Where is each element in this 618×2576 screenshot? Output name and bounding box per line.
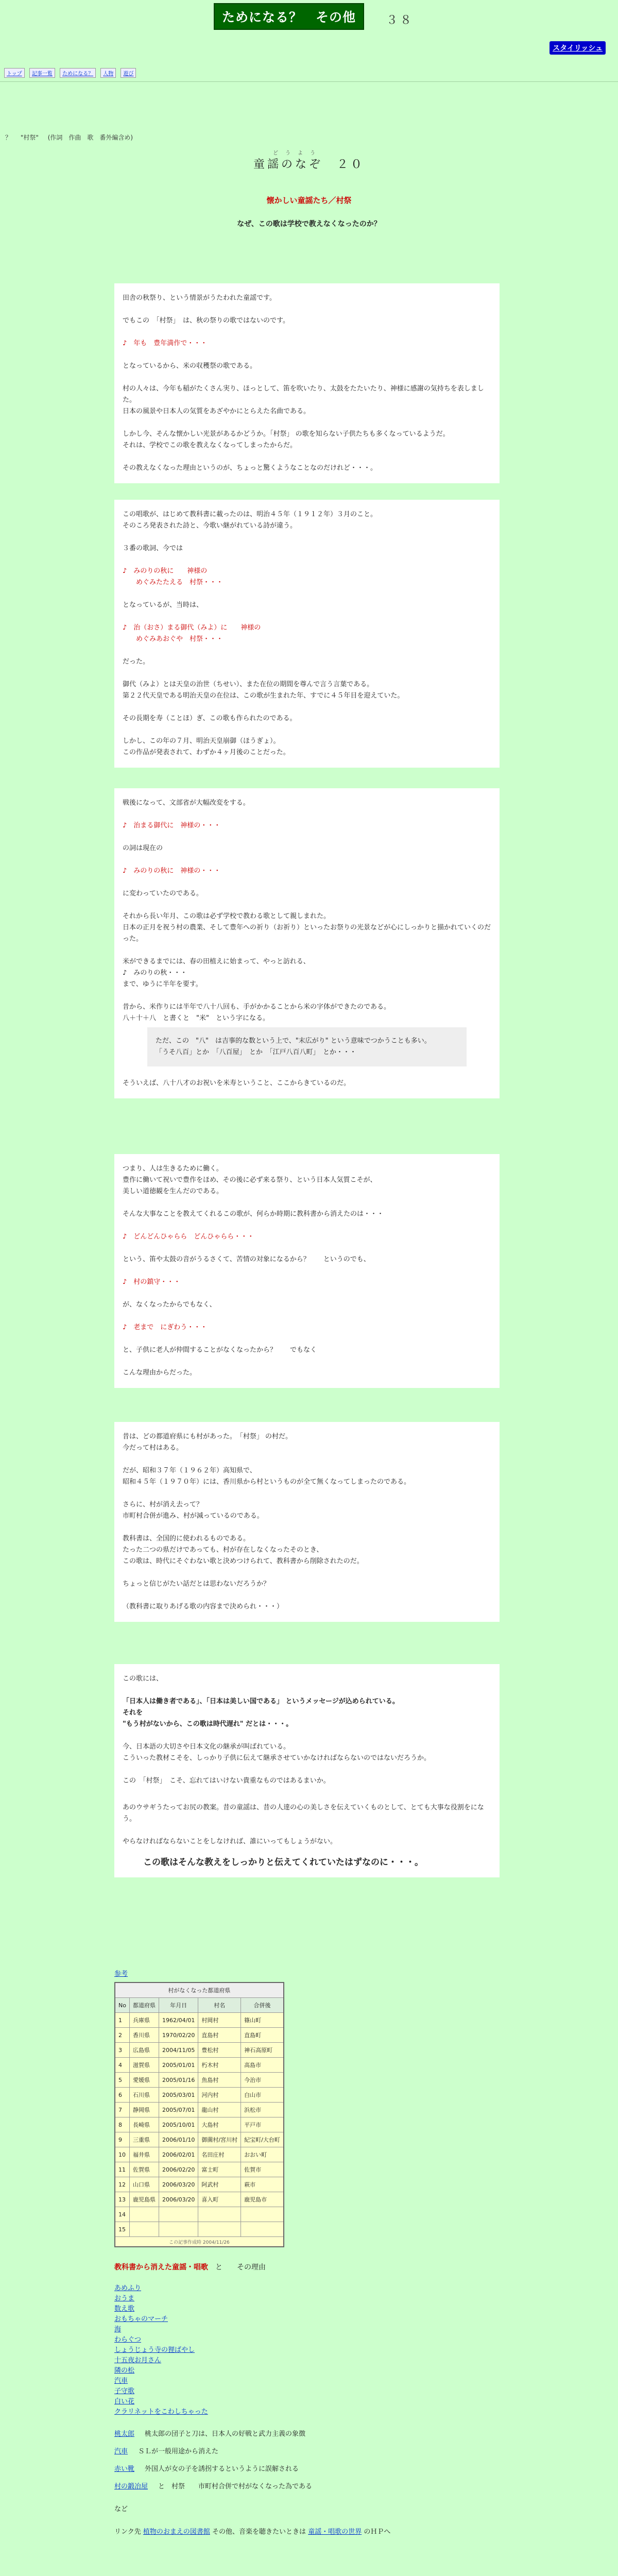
table-cell: 神石高原町 bbox=[241, 2043, 284, 2058]
page-title: 童謡のなぞ ２０ bbox=[253, 158, 365, 171]
song-note bbox=[114, 2446, 500, 2458]
table-cell bbox=[129, 2207, 159, 2222]
divider bbox=[0, 81, 618, 82]
table-cell: 2004/11/05 bbox=[159, 2043, 198, 2058]
table-cell bbox=[129, 2222, 159, 2237]
paragraph: 昔は、どの都道府県にも村があった。 「村祭」 の村だ。 今だって村はある。 bbox=[123, 1433, 293, 1452]
table-cell: 2005/01/01 bbox=[159, 2058, 198, 2073]
song-note bbox=[114, 2429, 500, 2440]
table-cell: 喜入町 bbox=[198, 2192, 241, 2207]
table-header: 合併後 bbox=[241, 1998, 284, 2013]
table-cell: 高島市 bbox=[241, 2058, 284, 2073]
table-row bbox=[115, 2088, 284, 2103]
article-panel-history bbox=[114, 500, 500, 768]
paragraph: そういえば、八十八才のお祝いを米寿ということ、ここからきているのだ。 bbox=[123, 1079, 351, 1087]
lyric-line: ♪ 老まで にぎわう・・・ bbox=[123, 1324, 208, 1331]
paragraph: 村の人々は、今年も稲がたくさん実り、ほっとして、笛を吹いたり、太鼓をたたいたり、神様に感謝の気持ちを表しました。 日本の風景や日本人の気質をあざやかにとらえた名曲である。 bbox=[123, 385, 484, 415]
table-cell: 長崎県 bbox=[129, 2117, 159, 2132]
lyric-line: ♪ みのりの秋に 神様の めぐみたたえる 村祭・・・ bbox=[123, 567, 224, 586]
link-line bbox=[114, 2527, 500, 2538]
paragraph: でもこの 「村祭」 は、秋の祭りの歌ではないのです。 bbox=[123, 317, 289, 325]
reference-section bbox=[114, 1968, 284, 2247]
song-note-link[interactable]: 赤い靴 bbox=[114, 2465, 135, 2473]
table-cell: 1 bbox=[115, 2013, 129, 2028]
table-cell: 直島村 bbox=[198, 2028, 241, 2043]
lead-question: なぜ、この歌は学校で教えなくなったのか？ bbox=[237, 220, 381, 228]
paragraph: しかし、この年の７月、明治天皇崩御（ほうぎょ）。 この作品が発表されて、わずか４ヶ月後のことだった。 bbox=[123, 737, 290, 756]
table-cell: 2005/01/16 bbox=[159, 2073, 198, 2088]
doyo-world-link[interactable]: 童謡・唱歌の世界 bbox=[308, 2528, 362, 2536]
library-link[interactable]: 植物のおまえの図書館 bbox=[143, 2528, 210, 2536]
stylish-badge[interactable]: スタイリッシュ bbox=[550, 41, 606, 55]
table-cell: 龍山村 bbox=[198, 2103, 241, 2117]
song-note-text: と 村祭 市町村合併で村がなくなった為である bbox=[158, 2483, 313, 2490]
paragraph: 田舎の秋祭り、という情景がうたわれた童謡です。 bbox=[123, 294, 276, 302]
breadcrumb-song: "村祭" bbox=[20, 134, 39, 141]
table-cell bbox=[159, 2207, 198, 2222]
table-row bbox=[115, 2177, 284, 2192]
quote-box bbox=[147, 1027, 467, 1066]
table-cell: おおい町 bbox=[241, 2147, 284, 2162]
table-cell bbox=[159, 2222, 198, 2237]
link-line-text: その他、音楽を聴きたいときは bbox=[212, 2528, 306, 2536]
song-note-text: 桃太郎の団子と刀は、日本人の好戦と武力主義の象徴 bbox=[145, 2430, 306, 2438]
table-cell: 14 bbox=[115, 2207, 129, 2222]
table-cell: 御薗村/宮川村 bbox=[198, 2132, 241, 2147]
table-row bbox=[115, 2162, 284, 2177]
table-cell: 三重県 bbox=[129, 2132, 159, 2147]
table-cell: 香川県 bbox=[129, 2028, 159, 2043]
song-link[interactable]: 数え歌 bbox=[114, 2305, 135, 2313]
table-cell: 河内村 bbox=[198, 2088, 241, 2103]
nav-play[interactable]: 遊び bbox=[121, 68, 136, 78]
table-row bbox=[115, 2043, 284, 2058]
table-cell: 鹿児島県 bbox=[129, 2192, 159, 2207]
table-cell: 8 bbox=[115, 2117, 129, 2132]
table-cell: 1970/02/20 bbox=[159, 2028, 198, 2043]
table-cell: 佐賀県 bbox=[129, 2162, 159, 2177]
paragraph: この唱歌が、はじめて教科書に載ったのは、明治４５年（１９１２年）３月のこと。 そのころ発表された詩と、今歌い継がれている詩が違う。 bbox=[123, 511, 377, 530]
table-row bbox=[115, 2192, 284, 2207]
nav-top[interactable]: トップ bbox=[4, 68, 25, 78]
table-cell: 白山市 bbox=[241, 2088, 284, 2103]
page-banner: ためになる？ その他 bbox=[214, 3, 364, 30]
paragraph: となっているが、当時は、 bbox=[123, 601, 203, 609]
paragraph: 教科書は、全国的に使われるものである。 たった二つの県だけであっても、村が存在しなくなったそのとき、 この歌は、時代にそぐわない歌と決めつけられて、教科書から削除されたのだ。 bbox=[123, 1535, 364, 1565]
paragraph: その教えなくなった理由というのが、ちょっと驚くようなことなのだけれど・・・。 bbox=[123, 464, 377, 472]
table-cell: 福井県 bbox=[129, 2147, 159, 2162]
table-cell: 13 bbox=[115, 2192, 129, 2207]
table-cell: 1962/04/01 bbox=[159, 2013, 198, 2028]
table-row bbox=[115, 2117, 284, 2132]
table-row bbox=[115, 2207, 284, 2222]
paragraph: ちょっと信じがたい話だとは思わないだろうか？ bbox=[123, 1580, 270, 1588]
paragraph: その長期を寿（ことほ）ぎ、この歌も作られたのである。 bbox=[123, 715, 297, 722]
article-panel-postwar bbox=[114, 788, 500, 1098]
article-panel-closing bbox=[114, 1793, 500, 1877]
table-cell: 愛媛県 bbox=[129, 2073, 159, 2088]
song-link[interactable]: クラリネットをこわしちゃった bbox=[114, 2408, 208, 2416]
article-panel-message bbox=[114, 1664, 500, 1796]
paragraph: この歌には、 bbox=[123, 1675, 163, 1683]
paragraph: 米ができるまでには、春の田植えに始まって、やっと訪れる、 ♪ みのりの秋・・・ まで、ゆうに半年を要す。 bbox=[123, 958, 310, 988]
paragraph: 戦後になって、文部省が大幅改変をする。 bbox=[123, 799, 250, 807]
closing-text-2: やらなければならないことをしなければ、誰にいってもしょうがない。 bbox=[123, 1838, 337, 1845]
paragraph: （教科書に取りあげる歌の内容まで決められ・・・） bbox=[123, 1603, 284, 1611]
paragraph: しかし今、そんな懐かしい光景があるかどうか。「村祭」 の歌を知らない子供たちも多くなっているようだ。 それは、学校でこの歌を教えなくなってしまったからだ。 bbox=[123, 430, 450, 449]
song-note-link[interactable]: 村の鍛冶屋 bbox=[114, 2483, 148, 2490]
page-subtitle: 懐かしい童謡たち／村祭 bbox=[266, 196, 352, 205]
lyric-line: ♪ 治（おさ）まる御代（みよ）に 神様の めぐみあおぐや 村祭・・・ bbox=[123, 624, 261, 643]
table-cell: 15 bbox=[115, 2222, 129, 2237]
table-row bbox=[115, 2103, 284, 2117]
paragraph: だが、昭和３７年（１９６２年）高知県で、 昭和４５年（１９７０年）には、香川県から村というものが全て無くなってしまったのである。 bbox=[123, 1467, 411, 1486]
lyric-line: ♪ みのりの秋に 神様の・・・ bbox=[123, 867, 221, 875]
paragraph: の詞は現在の bbox=[123, 844, 163, 852]
table-cell: 萩市 bbox=[241, 2177, 284, 2192]
table-cell: 6 bbox=[115, 2088, 129, 2103]
table-cell: 9 bbox=[115, 2132, 129, 2147]
notes-tail: など bbox=[114, 2505, 128, 2513]
table-cell: 石川県 bbox=[129, 2088, 159, 2103]
table-row bbox=[115, 2028, 284, 2043]
table-cell: 名田庄村 bbox=[198, 2147, 241, 2162]
paragraph: が、なくなったからでもなく、 bbox=[123, 1301, 216, 1309]
song-link[interactable]: 十五夜お月さん bbox=[114, 2357, 162, 2364]
table-cell: 10 bbox=[115, 2147, 129, 2162]
paragraph: それから長い年月、この歌は必ず学校で教わる歌として親しまれた。 日本の正月を祝う村の農業、そして豊年への祈り（お祈り）といったお祭りの光景などが心にしっかりと描かれていくのだった。 bbox=[123, 912, 491, 943]
table-cell: 佐賀市 bbox=[241, 2162, 284, 2177]
table-cell: 11 bbox=[115, 2162, 129, 2177]
paragraph: に変わっていたのである。 bbox=[123, 890, 203, 897]
table-cell: 大島村 bbox=[198, 2117, 241, 2132]
table-cell: 魚島村 bbox=[198, 2073, 241, 2088]
table-header: 都道府県 bbox=[129, 1998, 159, 2013]
table-cell: 7 bbox=[115, 2103, 129, 2117]
table-cell bbox=[198, 2222, 241, 2237]
song-note-text: ＳＬが一般用途から消えた bbox=[138, 2448, 219, 2455]
link-line-label: リンク先 bbox=[114, 2528, 141, 2536]
table-cell: 2006/02/01 bbox=[159, 2147, 198, 2162]
breadcrumb bbox=[5, 133, 140, 142]
table-cell: 浜松市 bbox=[241, 2103, 284, 2117]
paragraph: 「日本人は働き者である」、「日本は美しい国である」 というメッセージが込められている。 それを "もう村がないから、この歌は時代遅れ" だとは・・・。 bbox=[123, 1698, 399, 1728]
paragraph: だった。 bbox=[123, 658, 150, 666]
song-note-link[interactable]: 汽車 bbox=[114, 2448, 128, 2455]
table-cell bbox=[241, 2222, 284, 2237]
nav-people[interactable]: 人物 bbox=[100, 68, 116, 78]
paragraph: さらに、村が消え去って？ 市町村合併が進み、村が減っているのである。 bbox=[123, 1501, 264, 1520]
paragraph: となっているから、米の収穫祭の歌である。 bbox=[123, 362, 257, 370]
table-cell: 2005/03/01 bbox=[159, 2088, 198, 2103]
article-panel-intro bbox=[114, 283, 500, 483]
removed-songs-section bbox=[114, 2262, 500, 2538]
removed-songs-notes bbox=[114, 2429, 500, 2493]
breadcrumb-note: (作詞 作曲 歌 番外編含め) bbox=[47, 134, 133, 141]
table-cell: 豊松村 bbox=[198, 2043, 241, 2058]
table-row bbox=[115, 2013, 284, 2028]
song-note-link[interactable]: 桃太郎 bbox=[114, 2430, 135, 2438]
table-cell: 鹿児島市 bbox=[241, 2192, 284, 2207]
table-cell: 直島町 bbox=[241, 2028, 284, 2043]
table-cell: 2005/10/01 bbox=[159, 2117, 198, 2132]
table-header: 年月日 bbox=[159, 1998, 198, 2013]
table-cell: 朽木村 bbox=[198, 2058, 241, 2073]
table-cell: 4 bbox=[115, 2058, 129, 2073]
table-cell: 村岡村 bbox=[198, 2013, 241, 2028]
table-cell: 2006/01/10 bbox=[159, 2132, 198, 2147]
table-cell: 2005/07/01 bbox=[159, 2103, 198, 2117]
closing-text-1: あのウサギうたってお尻の教案。昔の童謡は、昔の人達の心の美しさを伝えていくものとして、とても大事な役割をになう。 bbox=[123, 1804, 484, 1823]
villages-table bbox=[114, 1982, 284, 2247]
song-link[interactable]: おもちゃのマーチ bbox=[114, 2315, 168, 2323]
reference-link[interactable]: 参考 bbox=[114, 1970, 128, 1978]
lyric-line: ♪ 治まる御代に 神様の・・・ bbox=[123, 822, 221, 829]
table-cell: 滋賀県 bbox=[129, 2058, 159, 2073]
song-note-text: 外国人が女の子を誘拐するというように誤解される bbox=[145, 2465, 299, 2473]
paragraph: 昔から、米作りには半年で八十八回も、手がかかることから米の字体ができたのである。 八＋十＋八 と書くと "米" という字になる。 bbox=[123, 1003, 391, 1022]
paragraph: と、子供に老人が仲間することがなくなったから？ でもなく bbox=[123, 1346, 317, 1354]
table-cell: 今治市 bbox=[241, 2073, 284, 2088]
song-link[interactable]: 汽車 bbox=[114, 2377, 128, 2385]
table-cell: 5 bbox=[115, 2073, 129, 2088]
paragraph: この 「村祭」 こそ、忘れてはいけない貴重なものではあるまいか。 bbox=[123, 1777, 330, 1785]
paragraph: そんな大事なことを教えてくれるこの歌が、何らか時期に教科書から消えたのは・・・ bbox=[123, 1210, 384, 1218]
table-cell: 平戸市 bbox=[241, 2117, 284, 2132]
table-cell bbox=[241, 2207, 284, 2222]
quote-text: ただ、この "八" は吉事的な数という上で、"末広がり" という意味でつかうことも多い。 「うそ八百」とか 「八百屋」 とか 「江戸八百八町」 とか・・・ bbox=[156, 1037, 431, 1056]
table-cell: 2 bbox=[115, 2028, 129, 2043]
article-panel-villages bbox=[114, 1422, 500, 1622]
paragraph: という、笛や太鼓の音がうるさくて、苦情の対象になるから？ というのでも、 bbox=[123, 1256, 370, 1263]
table-header: 村名 bbox=[198, 1998, 241, 2013]
article-number: ３８ bbox=[386, 14, 415, 27]
closing-emphasis: この歌はそんな教えをしっかりと伝えてくれていたはずなのに・・・。 bbox=[143, 1857, 423, 1868]
table-cell: 静岡県 bbox=[129, 2103, 159, 2117]
table-cell: 3 bbox=[115, 2043, 129, 2058]
song-link[interactable]: 子守歌 bbox=[114, 2387, 135, 2395]
table-cell: 富士町 bbox=[198, 2162, 241, 2177]
table-cell: 広島県 bbox=[129, 2043, 159, 2058]
table-cell: 山口県 bbox=[129, 2177, 159, 2192]
paragraph: こんな理由からだった。 bbox=[123, 1369, 197, 1377]
song-link[interactable]: しょうじょう寺の狸ばやし bbox=[114, 2346, 195, 2354]
table-cell: 2006/03/20 bbox=[159, 2192, 198, 2207]
table-row bbox=[115, 2222, 284, 2237]
table-cell: 兵庫県 bbox=[129, 2013, 159, 2028]
lyric-line: ♪ 村の鎮守・・・ bbox=[123, 1278, 181, 1286]
paragraph: ３番の歌詞、今では bbox=[123, 545, 183, 552]
table-cell: 紀宝町/大台町 bbox=[241, 2132, 284, 2147]
song-link[interactable]: わらぐつ bbox=[114, 2336, 142, 2344]
song-link[interactable]: あめふり bbox=[114, 2284, 142, 2292]
nav-articles[interactable]: 記事一覧 bbox=[29, 68, 55, 78]
table-cell: 阿武村 bbox=[198, 2177, 241, 2192]
link-line-suffix: のＨＰへ bbox=[364, 2528, 391, 2536]
table-footnote: この記事作成時 2004/11/26 bbox=[115, 2237, 284, 2247]
lyric-line: ♪ 年も 豊年満作で・・・ bbox=[123, 340, 208, 347]
table-row bbox=[115, 2073, 284, 2088]
table-row bbox=[115, 2147, 284, 2162]
article-panel-reason bbox=[114, 1154, 500, 1388]
song-note bbox=[114, 2481, 500, 2493]
table-cell: 篠山町 bbox=[241, 2013, 284, 2028]
table-row bbox=[115, 2058, 284, 2073]
song-link[interactable]: 白い花 bbox=[114, 2398, 135, 2405]
song-link[interactable]: 隣の松 bbox=[114, 2367, 135, 2375]
table-cell: 12 bbox=[115, 2177, 129, 2192]
table-cell bbox=[198, 2207, 241, 2222]
table-header: No bbox=[115, 1998, 129, 2013]
title-ruby: どうよう bbox=[273, 150, 322, 156]
table-caption: 村がなくなった都道府県 bbox=[115, 1982, 284, 1998]
table-row bbox=[115, 2132, 284, 2147]
removed-songs-heading: 教科書から消えた童謡・唱歌 と その理由 bbox=[114, 2263, 266, 2272]
breadcrumb-mark: ？ bbox=[5, 134, 12, 141]
table-cell: 2006/03/20 bbox=[159, 2177, 198, 2192]
nav-useful[interactable]: ためになる？ bbox=[60, 68, 96, 78]
song-link[interactable]: おうま bbox=[114, 2295, 135, 2302]
paragraph: つまり、人は生きるために働く。 豊作に働いて祝いで豊作をほめ、その後に必ず来る祭り、という日本人気質こそが、 美しい道徳観を生んだのである。 bbox=[123, 1165, 377, 1195]
paragraph: 今、日本語の大切さや日本文化の継承が叫ばれている。 こういった教材こそを、しっかり子供に伝えて継承させていかなければならないのではないだろうか。 bbox=[123, 1743, 431, 1762]
paragraph: 御代（みよ）とは天皇の治世（ちせい）、また在位の期間を尊んで言う言葉である。 第２２代天皇である明治天皇の在位は、この歌が生まれた年、すでに４５年目を迎えていた。 bbox=[123, 681, 404, 700]
removed-songs-list bbox=[114, 2283, 500, 2417]
lyric-line: ♪ どんどんひゃらら どんひゃらら・・・ bbox=[123, 1233, 254, 1241]
song-note bbox=[114, 2464, 500, 2475]
song-link[interactable]: 海 bbox=[114, 2326, 122, 2333]
top-nav bbox=[4, 68, 139, 78]
table-cell: 2006/02/20 bbox=[159, 2162, 198, 2177]
